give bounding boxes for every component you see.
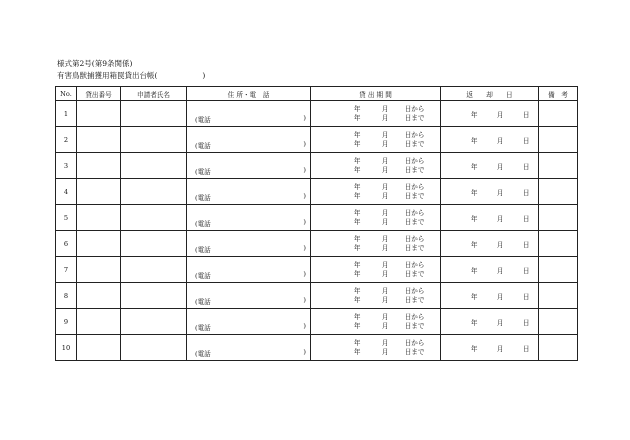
month-label: 月 (381, 321, 389, 330)
return-date-cell[interactable] (441, 205, 539, 231)
ledger-body (56, 101, 578, 361)
year-label: 年 (353, 347, 361, 356)
month-label: 月 (496, 110, 504, 119)
document-title: 有害鳥獣捕獲用箱罠貸出台帳( ) (57, 71, 206, 80)
phone-line (195, 322, 306, 330)
day-until-label: 日まで (404, 321, 425, 330)
day-from-label: 日から (404, 338, 425, 347)
table-row (56, 127, 578, 153)
period-end (311, 348, 440, 357)
phone-line (195, 218, 306, 226)
day-until-label: 日まで (404, 113, 425, 122)
month-label: 月 (496, 188, 504, 197)
row-number: 7 (56, 257, 77, 283)
address-phone-cell[interactable] (187, 335, 311, 361)
loan-number-cell[interactable] (77, 335, 121, 361)
remarks-cell[interactable] (539, 335, 578, 361)
column-header-address-phone: 住 所・電 話 (187, 87, 311, 101)
period-end (311, 140, 440, 149)
phone-close-paren: ) (303, 270, 306, 278)
period-end (311, 296, 440, 305)
period-start (311, 235, 440, 244)
year-label: 年 (353, 156, 361, 165)
year-label: 年 (353, 260, 361, 269)
day-label: 日 (522, 292, 530, 301)
day-label: 日 (522, 240, 530, 249)
address-phone-cell[interactable] (187, 205, 311, 231)
column-header-no: No. (56, 87, 77, 101)
year-label: 年 (470, 266, 478, 275)
day-until-label: 日まで (404, 217, 425, 226)
year-label: 年 (470, 110, 478, 119)
day-until-label: 日まで (404, 347, 425, 356)
loan-number-cell[interactable] (77, 101, 121, 127)
address-phone-cell[interactable] (187, 153, 311, 179)
period-start (311, 131, 440, 140)
row-number: 4 (56, 179, 77, 205)
return-date-cell[interactable] (441, 101, 539, 127)
day-until-label: 日まで (404, 165, 425, 174)
month-label: 月 (381, 269, 389, 278)
month-label: 月 (381, 191, 389, 200)
loan-number-cell[interactable] (77, 179, 121, 205)
loan-period-cell[interactable] (311, 335, 441, 361)
year-label: 年 (353, 269, 361, 278)
day-label: 日 (522, 162, 530, 171)
return-date-line (441, 239, 538, 249)
month-label: 月 (381, 338, 389, 347)
month-label: 月 (496, 318, 504, 327)
return-date-cell[interactable] (441, 231, 539, 257)
month-label: 月 (496, 344, 504, 353)
return-date-cell[interactable] (441, 179, 539, 205)
month-label: 月 (496, 240, 504, 249)
month-label: 月 (381, 139, 389, 148)
period-start (311, 339, 440, 348)
year-label: 年 (353, 113, 361, 122)
month-label: 月 (496, 214, 504, 223)
remarks-cell[interactable] (539, 257, 578, 283)
phone-line (195, 296, 306, 304)
phone-line (195, 244, 306, 252)
loan-number-cell[interactable] (77, 257, 121, 283)
address-phone-cell[interactable] (187, 179, 311, 205)
applicant-name-cell[interactable] (121, 283, 187, 309)
table-row (56, 205, 578, 231)
column-header-loan-period: 貸 出 期 間 (311, 87, 441, 101)
period-end (311, 166, 440, 175)
row-number: 1 (56, 101, 77, 127)
loan-period-cell[interactable] (311, 153, 441, 179)
row-number: 6 (56, 231, 77, 257)
day-label: 日 (522, 318, 530, 327)
row-number: 9 (56, 309, 77, 335)
year-label: 年 (470, 240, 478, 249)
phone-label: (電話 (195, 246, 211, 254)
loan-number-cell[interactable] (77, 205, 121, 231)
loan-number-cell[interactable] (77, 283, 121, 309)
day-label: 日 (522, 344, 530, 353)
year-label: 年 (470, 292, 478, 301)
table-row (56, 283, 578, 309)
applicant-name-cell[interactable] (121, 205, 187, 231)
applicant-name-cell[interactable] (121, 179, 187, 205)
phone-label: (電話 (195, 142, 211, 150)
phone-label: (電話 (195, 220, 211, 228)
day-from-label: 日から (404, 234, 425, 243)
year-label: 年 (353, 104, 361, 113)
table-row (56, 153, 578, 179)
loan-number-cell[interactable] (77, 309, 121, 335)
column-header-applicant-name: 申請者氏名 (121, 87, 187, 101)
phone-label: (電話 (195, 324, 211, 332)
address-phone-cell[interactable] (187, 283, 311, 309)
day-until-label: 日まで (404, 139, 425, 148)
month-label: 月 (496, 292, 504, 301)
return-date-cell[interactable] (441, 309, 539, 335)
period-start (311, 287, 440, 296)
month-label: 月 (381, 156, 389, 165)
phone-close-paren: ) (303, 348, 306, 356)
phone-line (195, 114, 306, 122)
phone-label: (電話 (195, 194, 211, 202)
month-label: 月 (381, 182, 389, 191)
return-date-line (441, 213, 538, 223)
year-label: 年 (470, 162, 478, 171)
month-label: 月 (381, 286, 389, 295)
day-label: 日 (522, 214, 530, 223)
period-start (311, 157, 440, 166)
day-label: 日 (522, 188, 530, 197)
period-end (311, 322, 440, 331)
day-from-label: 日から (404, 260, 425, 269)
remarks-cell[interactable] (539, 101, 578, 127)
return-date-line (441, 187, 538, 197)
return-date-cell[interactable] (441, 153, 539, 179)
applicant-name-cell[interactable] (121, 335, 187, 361)
phone-label: (電話 (195, 168, 211, 176)
header-row (56, 87, 578, 101)
day-until-label: 日まで (404, 269, 425, 278)
period-end (311, 192, 440, 201)
day-until-label: 日まで (404, 243, 425, 252)
year-label: 年 (353, 139, 361, 148)
row-number: 8 (56, 283, 77, 309)
period-start (311, 209, 440, 218)
phone-label: (電話 (195, 350, 211, 358)
loan-period-cell[interactable] (311, 205, 441, 231)
year-label: 年 (353, 130, 361, 139)
year-label: 年 (353, 182, 361, 191)
year-label: 年 (470, 188, 478, 197)
return-date-line (441, 291, 538, 301)
return-date-line (441, 161, 538, 171)
address-phone-cell[interactable] (187, 127, 311, 153)
year-label: 年 (353, 295, 361, 304)
loan-period-cell[interactable] (311, 101, 441, 127)
year-label: 年 (353, 208, 361, 217)
return-date-line (441, 265, 538, 275)
return-date-cell[interactable] (441, 283, 539, 309)
form-number: 様式第2号(第9条関係) (57, 59, 133, 68)
year-label: 年 (353, 312, 361, 321)
period-start (311, 183, 440, 192)
phone-close-paren: ) (303, 322, 306, 330)
applicant-name-cell[interactable] (121, 231, 187, 257)
month-label: 月 (381, 104, 389, 113)
remarks-cell[interactable] (539, 127, 578, 153)
period-end (311, 218, 440, 227)
year-label: 年 (353, 234, 361, 243)
phone-close-paren: ) (303, 296, 306, 304)
day-until-label: 日まで (404, 191, 425, 200)
year-label: 年 (470, 214, 478, 223)
day-from-label: 日から (404, 286, 425, 295)
phone-line (195, 270, 306, 278)
column-header-loan-number: 貸出番号 (77, 87, 121, 101)
row-number: 3 (56, 153, 77, 179)
day-label: 日 (522, 136, 530, 145)
month-label: 月 (381, 234, 389, 243)
remarks-cell[interactable] (539, 205, 578, 231)
address-phone-cell[interactable] (187, 257, 311, 283)
table-row (56, 309, 578, 335)
remarks-cell[interactable] (539, 309, 578, 335)
phone-close-paren: ) (303, 140, 306, 148)
period-end (311, 270, 440, 279)
year-label: 年 (353, 191, 361, 200)
loan-ledger-table (55, 86, 578, 361)
phone-line (195, 348, 306, 356)
month-label: 月 (381, 165, 389, 174)
applicant-name-cell[interactable] (121, 101, 187, 127)
loan-period-cell[interactable] (311, 127, 441, 153)
day-from-label: 日から (404, 104, 425, 113)
month-label: 月 (381, 260, 389, 269)
day-from-label: 日から (404, 312, 425, 321)
remarks-cell[interactable] (539, 153, 578, 179)
day-label: 日 (522, 266, 530, 275)
day-from-label: 日から (404, 156, 425, 165)
loan-period-cell[interactable] (311, 283, 441, 309)
loan-number-cell[interactable] (77, 127, 121, 153)
table-row (56, 257, 578, 283)
loan-period-cell[interactable] (311, 231, 441, 257)
return-date-line (441, 317, 538, 327)
period-start (311, 105, 440, 114)
month-label: 月 (381, 243, 389, 252)
phone-line (195, 140, 306, 148)
month-label: 月 (496, 266, 504, 275)
year-label: 年 (470, 318, 478, 327)
year-label: 年 (470, 136, 478, 145)
phone-close-paren: ) (303, 166, 306, 174)
row-number: 2 (56, 127, 77, 153)
month-label: 月 (381, 295, 389, 304)
period-start (311, 261, 440, 270)
day-label: 日 (522, 110, 530, 119)
column-header-return-date: 返 却 日 (441, 87, 539, 101)
phone-close-paren: ) (303, 218, 306, 226)
phone-close-paren: ) (303, 244, 306, 252)
address-phone-cell[interactable] (187, 231, 311, 257)
return-date-cell[interactable] (441, 257, 539, 283)
month-label: 月 (381, 347, 389, 356)
year-label: 年 (353, 321, 361, 330)
applicant-name-cell[interactable] (121, 127, 187, 153)
applicant-name-cell[interactable] (121, 153, 187, 179)
month-label: 月 (496, 162, 504, 171)
return-date-cell[interactable] (441, 335, 539, 361)
table-row (56, 335, 578, 361)
phone-label: (電話 (195, 298, 211, 306)
year-label: 年 (353, 217, 361, 226)
phone-line (195, 192, 306, 200)
row-number: 10 (56, 335, 77, 361)
year-label: 年 (353, 286, 361, 295)
month-label: 月 (381, 312, 389, 321)
year-label: 年 (353, 165, 361, 174)
return-date-cell[interactable] (441, 127, 539, 153)
month-label: 月 (381, 217, 389, 226)
month-label: 月 (381, 113, 389, 122)
row-number: 5 (56, 205, 77, 231)
table-row (56, 101, 578, 127)
day-until-label: 日まで (404, 295, 425, 304)
address-phone-cell[interactable] (187, 101, 311, 127)
period-end (311, 114, 440, 123)
return-date-line (441, 343, 538, 353)
year-label: 年 (353, 338, 361, 347)
remarks-cell[interactable] (539, 231, 578, 257)
month-label: 月 (381, 130, 389, 139)
remarks-cell[interactable] (539, 179, 578, 205)
phone-label: (電話 (195, 116, 211, 124)
column-header-remarks: 備 考 (539, 87, 578, 101)
loan-period-cell[interactable] (311, 309, 441, 335)
address-phone-cell[interactable] (187, 309, 311, 335)
loan-period-cell[interactable] (311, 179, 441, 205)
period-start (311, 313, 440, 322)
applicant-name-cell[interactable] (121, 257, 187, 283)
day-from-label: 日から (404, 208, 425, 217)
month-label: 月 (381, 208, 389, 217)
year-label: 年 (353, 243, 361, 252)
phone-close-paren: ) (303, 192, 306, 200)
period-end (311, 244, 440, 253)
phone-line (195, 166, 306, 174)
applicant-name-cell[interactable] (121, 309, 187, 335)
remarks-cell[interactable] (539, 283, 578, 309)
loan-number-cell[interactable] (77, 231, 121, 257)
return-date-line (441, 109, 538, 119)
loan-number-cell[interactable] (77, 153, 121, 179)
return-date-line (441, 135, 538, 145)
day-from-label: 日から (404, 130, 425, 139)
day-from-label: 日から (404, 182, 425, 191)
month-label: 月 (496, 136, 504, 145)
table-row (56, 231, 578, 257)
phone-close-paren: ) (303, 114, 306, 122)
loan-period-cell[interactable] (311, 257, 441, 283)
phone-label: (電話 (195, 272, 211, 280)
year-label: 年 (470, 344, 478, 353)
table-row (56, 179, 578, 205)
